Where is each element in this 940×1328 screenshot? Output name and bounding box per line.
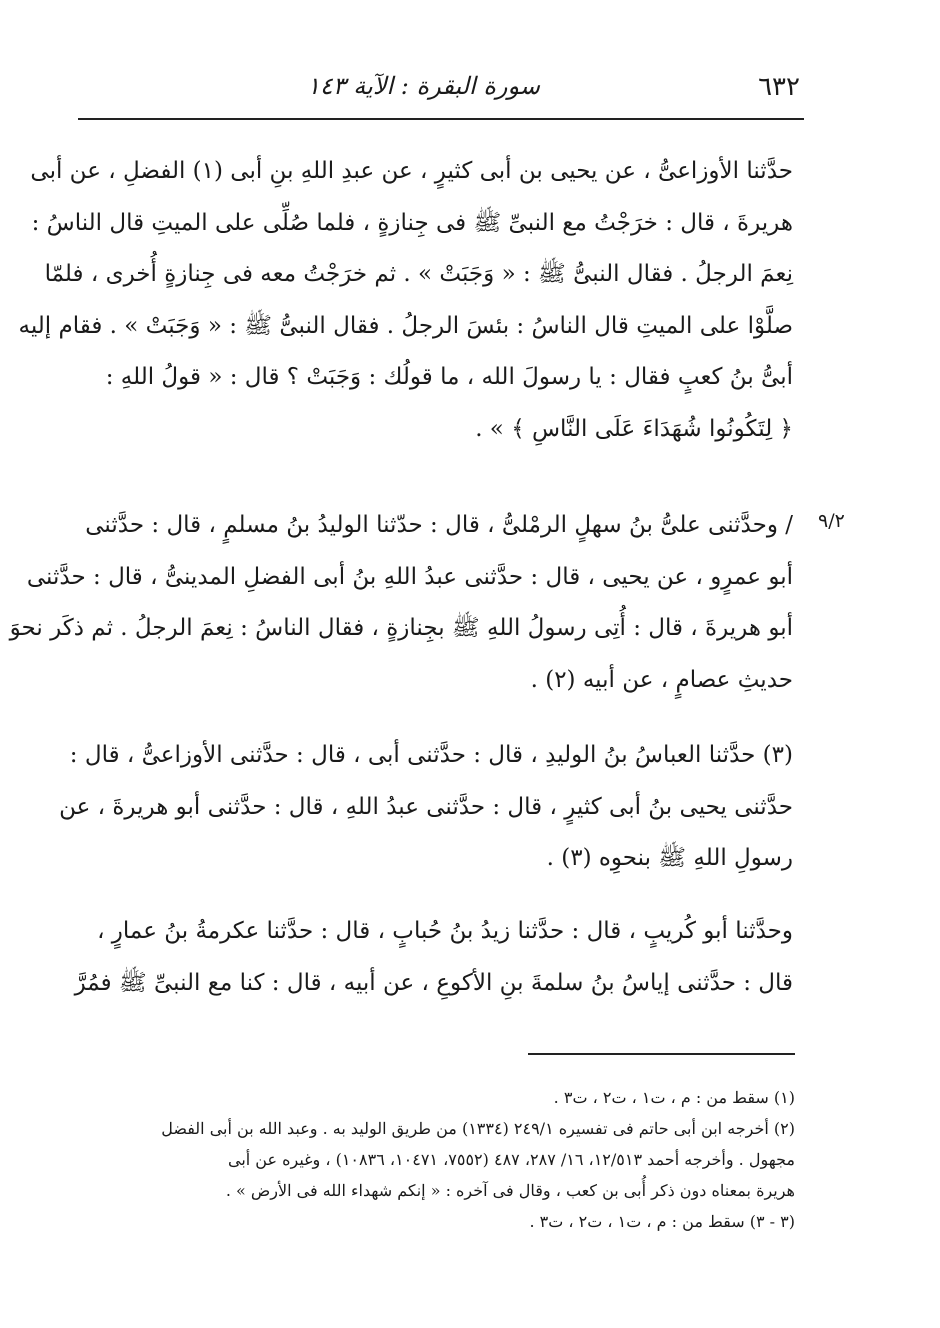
text-line: / وحدَّثنى علىُّ بنُ سهلٍ الرمْلىُّ ، قال : حدّثنا الوليدُ بنُ مسلمٍ ، قال : حدَّثنى	[85, 512, 793, 538]
paragraph-1	[18, 146, 793, 455]
footnote-3: (٣ - ٣) سقط من : م ، ت١ ، ت٢ ، ت٣ .	[529, 1212, 795, 1231]
running-title: سورة البقرة : الآية ١٤٣	[306, 72, 540, 100]
footnote-2-cont: مجهول . وأخرجه أحمد ١٢/٥١٣، ١٦/ ٢٨٧، ٤٨٧ (٧٥٥٢، ١٠٤٧١، ١٠٨٣٦) ، وغيره عن أبى	[227, 1150, 795, 1169]
footnote-2: (٢) أخرجه ابن أبى حاتم فى تفسيره ٢٤٩/١ (١٣٣٤) من طريق الوليد به . وعبد الله بن أبى الفضل	[161, 1119, 795, 1138]
text-line: هريرةَ ، قال : خرَجْتُ مع النبىِّ ﷺ فى جِنازةٍ ، فلما صُلِّى على الميتِ قال الناسُ :	[31, 209, 793, 236]
footnote-rule	[528, 1053, 795, 1055]
paragraph-3	[59, 730, 793, 885]
text-line: قال : حدَّثنى إياسُ بنُ سلمةَ بنِ الأكوعِ ، عن أبيه ، قال : كنا مع النبىِّ ﷺ فمُرَّ	[74, 969, 793, 996]
footnotes	[90, 1082, 795, 1237]
text-line: أبو هريرةَ ، قال : أُتِى رسولُ اللهِ ﷺ بجِنازةٍ ، فقال الناسُ : نِعمَ الرجلُ . ثم ذكَر نحوَ	[9, 615, 793, 641]
paragraph-4	[74, 906, 793, 1009]
page-number: ٦٣٢	[758, 72, 800, 102]
text-line: رسولِ اللهِ ﷺ بنحوِه (٣) .	[546, 845, 793, 871]
text-line: حدَّثنا الأوزاعىُّ ، عن يحيى بن أبى كثيرٍ ، عن عبدِ اللهِ بنِ أبى (١) الفضلِ ، عن أبى	[30, 158, 793, 184]
text-line: صلَّوْا على الميتِ قال الناسُ : بئسَ الرجلُ . فقال النبىُّ ﷺ : « وَجَبَتْ » . فقام إليه	[18, 312, 793, 339]
text-line: (٣) حدَّثنا العباسُ بنُ الوليدِ ، قال : حدَّثنى أبى ، قال : حدَّثنى الأوزاعىُّ ، قال :	[69, 742, 793, 768]
text-line: حدَّثنى يحيى بنُ أبى كثيرٍ ، قال : حدَّثنى عبدُ اللهِ ، قال : حدَّثنى أبو هريرةَ ، عن	[59, 793, 793, 820]
paragraph-2	[9, 500, 793, 706]
margin-reference: ٩/٢	[818, 510, 845, 532]
text-line: أبىُّ بنُ كعبٍ فقال : يا رسولَ الله ، ما قولُك : وَجَبَتْ ؟ قال : « قولُ اللهِ :	[105, 364, 793, 390]
text-line: نِعمَ الرجلُ . فقال النبىُّ ﷺ : « وَجَبَتْ » . ثم خرَجْتُ معه فى جِنازةٍ أُخرى ، فلمّا	[44, 261, 793, 287]
footnote-1: (١) سقط من : م ، ت١ ، ت٢ ، ت٣ .	[553, 1088, 795, 1107]
header-rule	[78, 118, 804, 120]
quran-verse-line: ﴿ لِتَكُونُوا شُهَدَاءَ عَلَى النَّاسِ ﴾ » .	[475, 415, 793, 442]
text-line: حديثِ عصامٍ ، عن أبيه (٢) .	[530, 666, 793, 693]
page-header	[80, 70, 800, 110]
text-line: أبو عمرٍو ، عن يحيى ، قال : حدَّثنى عبدُ اللهِ بنُ أبى الفضلِ المدينىُّ ، قال : حدَّثنى	[26, 563, 793, 590]
footnote-2-cont: هريرة بمعناه دون ذكر أُبى بن كعب ، وقال فى آخره : « إنكم شهداء الله فى الأرض » .	[225, 1181, 795, 1200]
text-line: وحدَّثنا أبو كُريبٍ ، قال : حدَّثنا زيدُ بنُ حُبابٍ ، قال : حدَّثنا عكرمةُ بنُ عمارٍ ،	[97, 918, 793, 944]
